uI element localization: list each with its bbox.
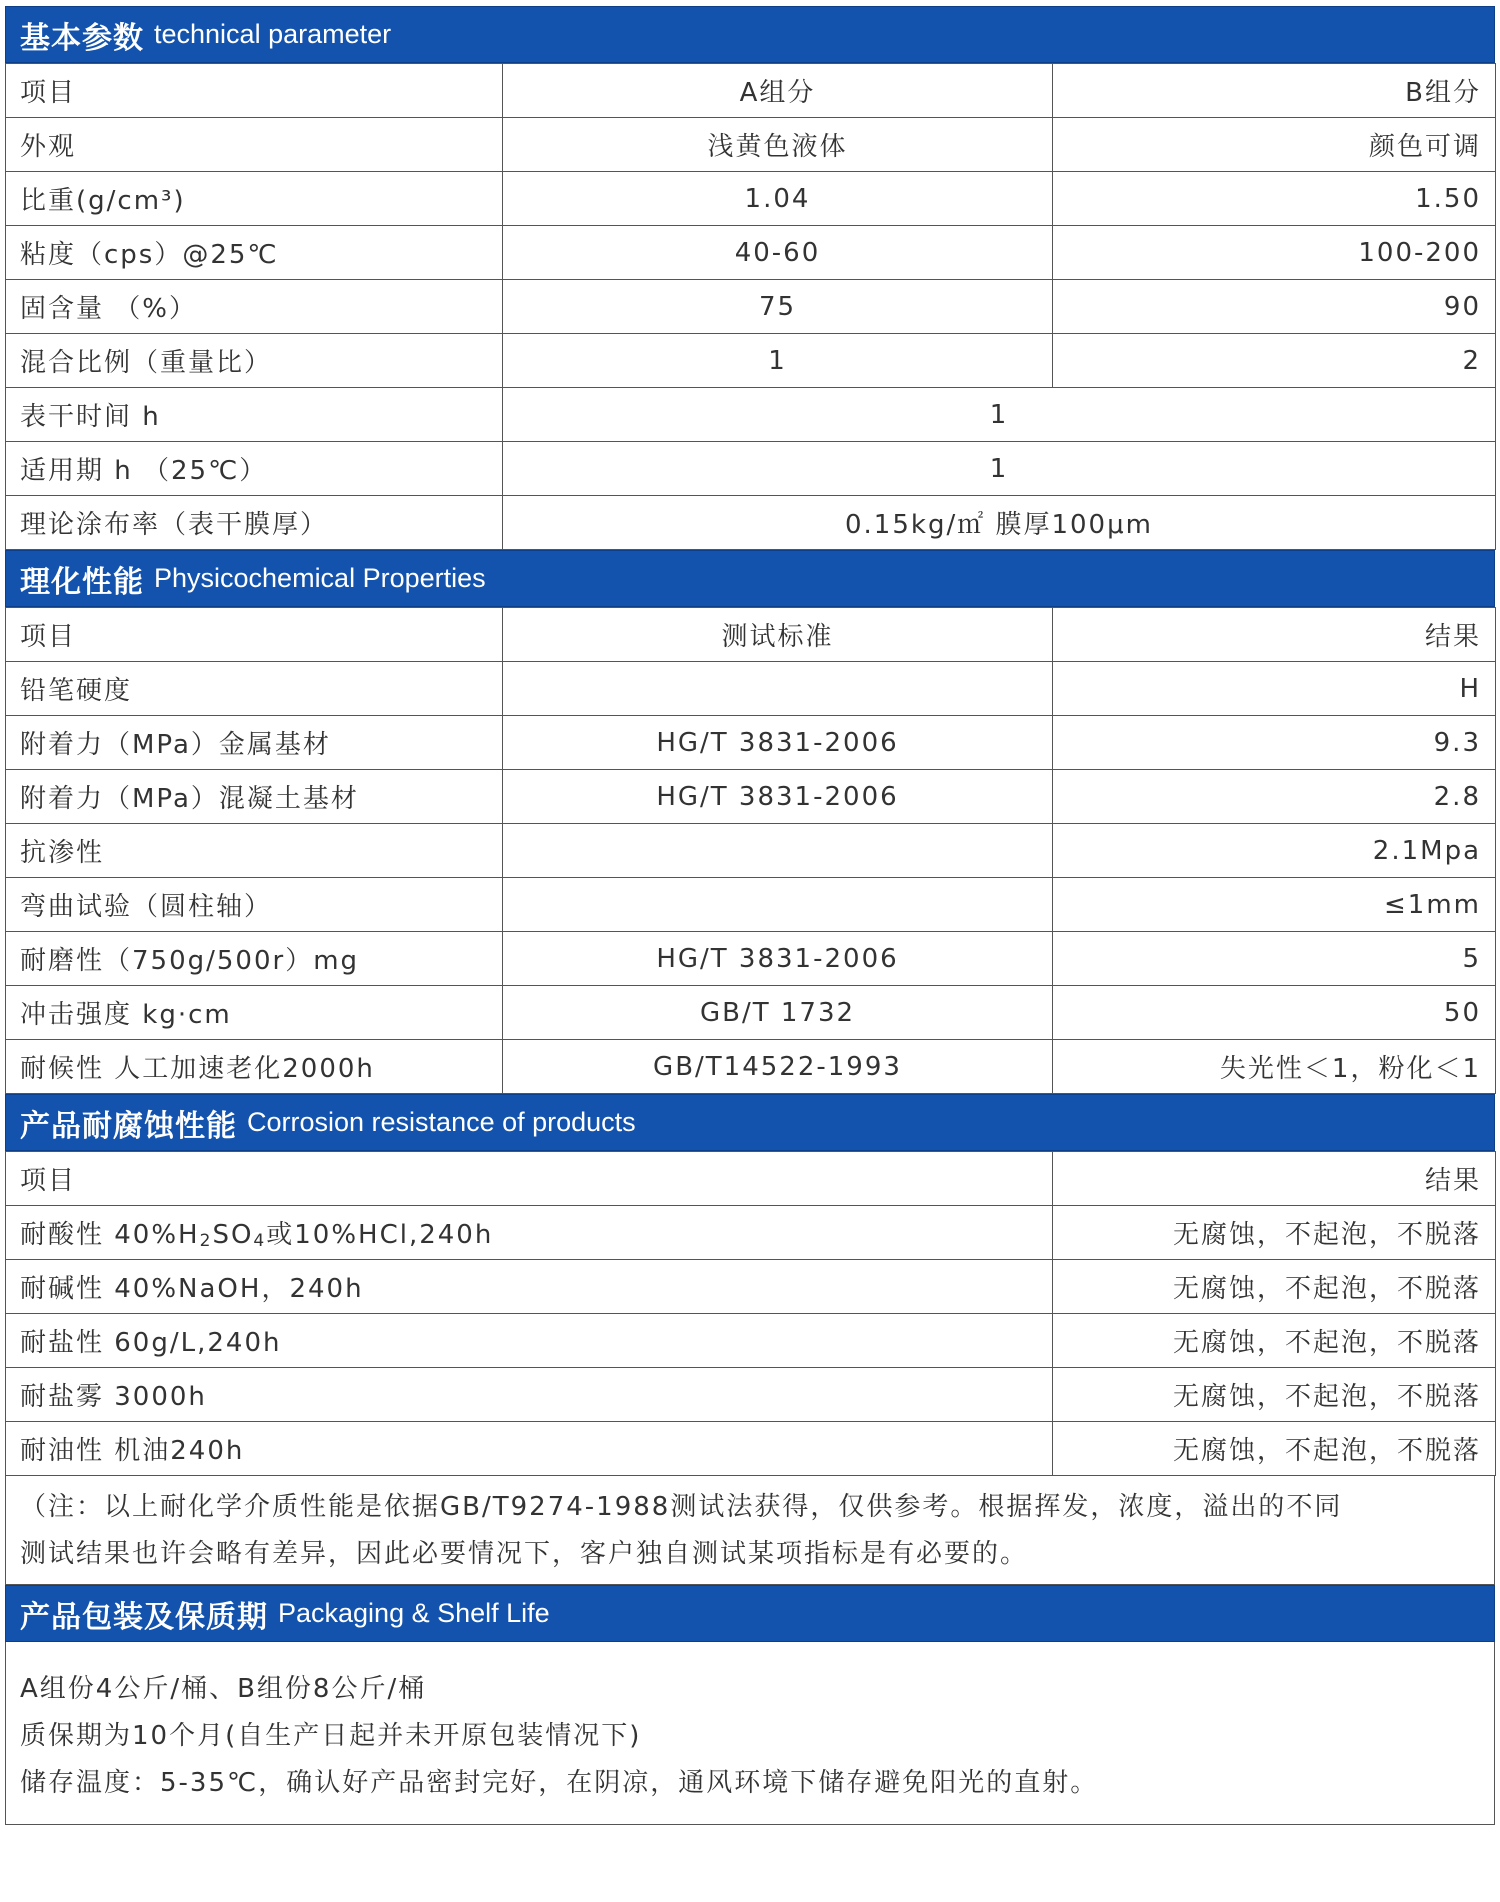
section-header-corrosion: [5, 1094, 1495, 1151]
row-value-a: 1: [503, 334, 1053, 388]
packaging-line: 储存温度：5-35℃，确认好产品密封完好，在阴凉，通风环境下储存避免阳光的直射。: [20, 1768, 1099, 1798]
row-item: 耐候性 人工加速老化2000h: [6, 1040, 503, 1094]
technical-parameter-table: [5, 63, 1496, 550]
table-row: [6, 226, 1496, 280]
section-header-packaging: [5, 1585, 1495, 1642]
row-item-acid: [6, 1206, 1053, 1260]
row-item: 耐油性 机油240h: [6, 1422, 1053, 1476]
row-value-a: 浅黄色液体: [503, 118, 1053, 172]
note-line: 测试结果也许会略有差异，因此必要情况下，客户独自测试某项指标是有必要的。: [20, 1539, 1029, 1569]
row-item: 铅笔硬度: [6, 662, 503, 716]
row-item: 冲击强度 kg·cm: [6, 986, 503, 1040]
table-row: [6, 496, 1496, 550]
row-value-a: 75: [503, 280, 1053, 334]
row-result: H: [1053, 662, 1496, 716]
row-item: 弯曲试验（圆柱轴）: [6, 878, 503, 932]
table-row: [6, 932, 1496, 986]
row-item: 表干时间 h: [6, 388, 503, 442]
row-value-b: 100-200: [1053, 226, 1496, 280]
row-value-b: 1.50: [1053, 172, 1496, 226]
table-row: [6, 1206, 1496, 1260]
table-row: [6, 388, 1496, 442]
corrosion-note: [5, 1476, 1495, 1585]
row-standard: [503, 878, 1053, 932]
note-line: （注：以上耐化学介质性能是依据GB/T9274-1988测试法获得，仅供参考。根据挥发，浓度，溢出的不同: [20, 1492, 1343, 1522]
row-result: 无腐蚀，不起泡，不脱落: [1053, 1260, 1496, 1314]
row-result: 失光性＜1，粉化＜1: [1053, 1040, 1496, 1094]
row-value-a: 40-60: [503, 226, 1053, 280]
table-header-row: [6, 1152, 1496, 1206]
section-title-zh: 产品耐腐蚀性能: [20, 1108, 237, 1144]
subscript: 4: [253, 1231, 267, 1251]
row-result: 无腐蚀，不起泡，不脱落: [1053, 1422, 1496, 1476]
physicochemical-table: [5, 607, 1496, 1094]
row-standard: HG/T 3831-2006: [503, 932, 1053, 986]
header-test-standard: 测试标准: [503, 608, 1053, 662]
row-item: 抗渗性: [6, 824, 503, 878]
table-header-row: [6, 64, 1496, 118]
acid-text-part: 耐酸性 40%H: [20, 1220, 200, 1250]
row-result: 2.8: [1053, 770, 1496, 824]
row-value-b: 90: [1053, 280, 1496, 334]
row-result: 9.3: [1053, 716, 1496, 770]
table-row: [6, 824, 1496, 878]
table-row: [6, 334, 1496, 388]
section-title-en: Packaging & Shelf Life: [278, 1598, 550, 1628]
section-title-zh: 理化性能: [20, 564, 144, 600]
table-row: [6, 770, 1496, 824]
row-value-b: 2: [1053, 334, 1496, 388]
table-row: [6, 1260, 1496, 1314]
row-value-merged: 1: [503, 442, 1496, 496]
packaging-info: [5, 1642, 1495, 1825]
row-item: 适用期 h （25℃）: [6, 442, 503, 496]
row-standard: HG/T 3831-2006: [503, 716, 1053, 770]
row-standard: HG/T 3831-2006: [503, 770, 1053, 824]
row-result: 无腐蚀，不起泡，不脱落: [1053, 1206, 1496, 1260]
header-result: 结果: [1053, 608, 1496, 662]
acid-text-part: 或10%HCl,240h: [266, 1220, 494, 1250]
row-result: ≤1mm: [1053, 878, 1496, 932]
data-sheet: [5, 6, 1495, 1825]
row-item: 比重(g/cm³): [6, 172, 503, 226]
table-row: [6, 986, 1496, 1040]
row-item: 耐碱性 40%NaOH，240h: [6, 1260, 1053, 1314]
row-item: 外观: [6, 118, 503, 172]
row-standard: [503, 662, 1053, 716]
section-title-en: technical parameter: [154, 19, 392, 49]
row-item: 附着力（MPa）混凝土基材: [6, 770, 503, 824]
section-header-physicochemical: [5, 550, 1495, 607]
row-item: 粘度（cps）@25℃: [6, 226, 503, 280]
table-row: [6, 280, 1496, 334]
table-row: [6, 716, 1496, 770]
section-title-zh: 产品包装及保质期: [20, 1599, 268, 1635]
header-item: 项目: [6, 64, 503, 118]
header-component-a: A组分: [503, 64, 1053, 118]
section-header-technical-parameter: [5, 6, 1495, 63]
table-row: [6, 1422, 1496, 1476]
row-value-merged: 0.15kg/㎡ 膜厚100μm: [503, 496, 1496, 550]
row-value-merged: 1: [503, 388, 1496, 442]
row-item: 耐盐雾 3000h: [6, 1368, 1053, 1422]
header-item: 项目: [6, 1152, 1053, 1206]
row-item: 混合比例（重量比）: [6, 334, 503, 388]
table-row: [6, 878, 1496, 932]
row-value-a: 1.04: [503, 172, 1053, 226]
row-value-b: 颜色可调: [1053, 118, 1496, 172]
row-item: 固含量 （%）: [6, 280, 503, 334]
table-row: [6, 1314, 1496, 1368]
row-result: 无腐蚀，不起泡，不脱落: [1053, 1368, 1496, 1422]
header-result: 结果: [1053, 1152, 1496, 1206]
row-item: 附着力（MPa）金属基材: [6, 716, 503, 770]
row-standard: [503, 824, 1053, 878]
row-result: 2.1Mpa: [1053, 824, 1496, 878]
subscript: 2: [199, 1231, 213, 1251]
row-standard: GB/T14522-1993: [503, 1040, 1053, 1094]
row-result: 无腐蚀，不起泡，不脱落: [1053, 1314, 1496, 1368]
header-component-b: B组分: [1053, 64, 1496, 118]
section-title-zh: 基本参数: [20, 20, 144, 56]
table-row: [6, 662, 1496, 716]
row-item: 理论涂布率（表干膜厚）: [6, 496, 503, 550]
header-item: 项目: [6, 608, 503, 662]
table-row: [6, 1040, 1496, 1094]
row-result: 5: [1053, 932, 1496, 986]
corrosion-table: [5, 1151, 1496, 1476]
section-title-en: Physicochemical Properties: [154, 563, 486, 593]
row-standard: GB/T 1732: [503, 986, 1053, 1040]
acid-text-part: SO: [212, 1220, 254, 1250]
table-row: [6, 172, 1496, 226]
packaging-line: 质保期为10个月(自生产日起并未开原包装情况下): [20, 1721, 642, 1751]
row-item: 耐磨性（750g/500r）mg: [6, 932, 503, 986]
table-row: [6, 1368, 1496, 1422]
row-result: 50: [1053, 986, 1496, 1040]
row-item: 耐盐性 60g/L,240h: [6, 1314, 1053, 1368]
table-row: [6, 118, 1496, 172]
table-header-row: [6, 608, 1496, 662]
packaging-line: A组份4公斤/桶、B组份8公斤/桶: [20, 1674, 427, 1704]
section-title-en: Corrosion resistance of products: [247, 1107, 636, 1137]
table-row: [6, 442, 1496, 496]
